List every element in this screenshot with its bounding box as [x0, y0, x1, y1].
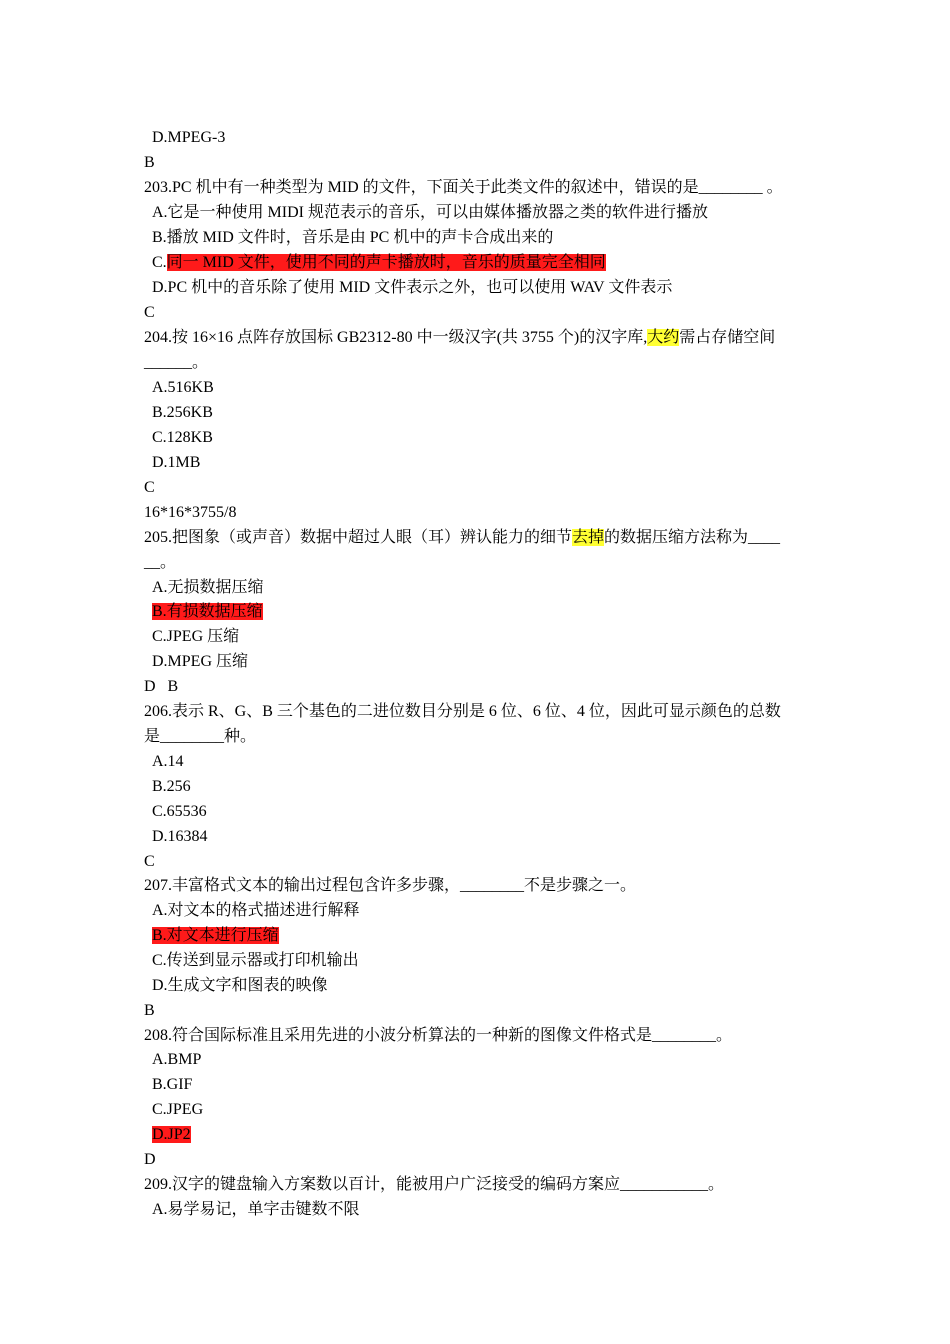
option-line: D.生成文字和图表的映像 [152, 977, 328, 994]
option-line: D.16384 [152, 828, 208, 845]
answer-line: D B [144, 678, 179, 695]
question-line: 207.丰富格式文本的输出过程包含许多步骤，________不是步骤之一。 [144, 877, 637, 894]
answer-line: C [144, 304, 155, 321]
question-line: 是________种。 [144, 728, 257, 745]
option-line: D.1MB [152, 454, 201, 471]
question-line: 206.表示 R、G、B 三个基色的二进位数目分别是 6 位、6 位、4 位，因此可显示颜色的总数 [144, 703, 781, 720]
question-text: 205.把图象（或声音）数据中超过人眼（耳）辨认能力的细节 [144, 529, 573, 546]
option-line: C.65536 [152, 803, 207, 820]
option-line: B.256KB [152, 404, 213, 421]
question-text: 的数据压缩方法称为____ [604, 529, 781, 546]
question-line: 208.符合国际标准且采用先进的小波分析算法的一种新的图像文件格式是________。 [144, 1027, 733, 1044]
option-line: A.BMP [152, 1051, 202, 1068]
question-line: ______。 [144, 354, 209, 371]
answer-line: D [144, 1151, 156, 1168]
option-line: A.它是一种使用 MIDI 规范表示的音乐，可以由媒体播放器之类的软件进行播放 [152, 204, 708, 221]
highlighted-keyword: 大约 [647, 329, 680, 346]
answer-line: C [144, 479, 155, 496]
highlighted-answer: B.有损数据压缩 [152, 603, 263, 620]
option-line: A.516KB [152, 379, 214, 396]
option-line: C.128KB [152, 429, 213, 446]
option-line: A.易学易记，单字击键数不限 [152, 1201, 360, 1218]
option-line: B.256 [152, 778, 191, 795]
highlighted-keyword: 去掉 [572, 529, 605, 546]
option-line [152, 252, 606, 274]
note-line: 16*16*3755/8 [144, 504, 237, 521]
option-line: A.14 [152, 753, 184, 770]
option-line: D.MPEG 压缩 [152, 653, 249, 670]
answer-line: C [144, 853, 155, 870]
option-line: C.JPEG 压缩 [152, 628, 240, 645]
question-line [144, 527, 780, 549]
question-line: __。 [144, 554, 177, 571]
option-line [152, 925, 279, 947]
answer-line: B [144, 1002, 155, 1019]
option-line: A.对文本的格式描述进行解释 [152, 902, 360, 919]
highlighted-answer: B.对文本进行压缩 [152, 927, 279, 944]
option-line: D.MPEG-3 [152, 129, 226, 146]
question-line: 203.PC 机中有一种类型为 MID 的文件，下面关于此类文件的叙述中，错误的是________ 。 [144, 179, 783, 196]
answer-line: B [144, 154, 155, 171]
option-line: A.无损数据压缩 [152, 579, 264, 596]
option-line: B.GIF [152, 1076, 193, 1093]
option-line: B.播放 MID 文件时，音乐是由 PC 机中的声卡合成出来的 [152, 229, 554, 246]
question-text: 需占存储空间 [679, 329, 776, 346]
option-line [152, 1124, 191, 1146]
option-line: C.传送到显示器或打印机输出 [152, 952, 359, 969]
question-line: 209.汉字的键盘输入方案数以百计，能被用户广泛接受的编码方案应___________。 [144, 1176, 725, 1193]
highlighted-answer: D.JP2 [152, 1126, 191, 1143]
highlighted-answer: 同一 MID 文件，使用不同的声卡播放时，音乐的质量完全相同 [166, 254, 606, 271]
question-line [144, 327, 775, 349]
option-line: C.JPEG [152, 1101, 204, 1118]
option-line [152, 601, 263, 623]
option-prefix: C. [152, 254, 167, 271]
option-line: D.PC 机中的音乐除了使用 MID 文件表示之外，也可以使用 WAV 文件表示 [152, 279, 673, 296]
question-text: 204.按 16×16 点阵存放国标 GB2312-80 中一级汉字(共 3755 个)的汉字库, [144, 329, 648, 346]
